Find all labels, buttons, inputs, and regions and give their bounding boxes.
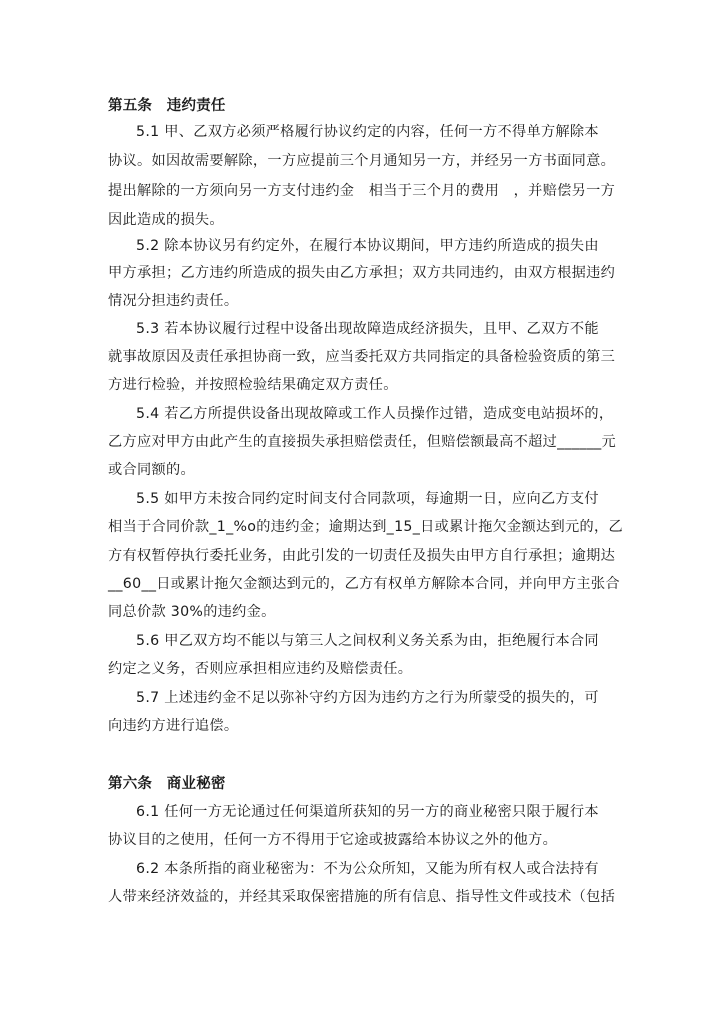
paragraph-line: 5.7 上述违约金不足以弥补守约方因为违约方之行为所蒙受的损失的，可 — [136, 690, 599, 706]
paragraph-line: 就事故原因及责任承担协商一致，应当委托双方共同指定的具备检验资质的第三 — [108, 349, 616, 365]
paragraph-line: 5.4 若乙方所提供设备出现故障或工作人员操作过错，造成变电站损坏的， — [136, 406, 614, 422]
paragraph-line: 5.3 若本协议履行过程中设备出现故障造成经济损失，且甲、乙双方不能 — [136, 321, 599, 337]
paragraph-line: 乙方应对甲方由此产生的直接损失承担赔偿责任，但赔偿额最高不超过______元 — [108, 434, 616, 450]
paragraph-line: 5.5 如甲方未按合同约定时间支付合同款项，每逾期一日，应向乙方支付 — [136, 491, 599, 507]
paragraph-line: 相当于合同价款_1_%o的违约金；逾期达到_15_日或累计拖欠金额达到元的，乙 — [108, 519, 623, 535]
paragraph-line: 向违约方进行追偿。 — [108, 718, 239, 734]
paragraph-line: 情况分担违约责任。 — [108, 293, 239, 309]
paragraph-line: 6.2 本条所指的商业秘密为：不为公众所知，又能为所有权人或合法持有 — [136, 861, 599, 877]
paragraph-line: 6.1 任何一方无论通过任何渠道所获知的另一方的商业秘密只限于履行本 — [136, 804, 599, 820]
paragraph-line: 提出解除的一方须向另一方支付违约金 相当于三个月的费用 ，并赔偿另一方 — [108, 183, 616, 199]
paragraph-line: 协议。如因故需要解除，一方应提前三个月通知另一方，并经另一方书面同意。 — [108, 153, 616, 169]
paragraph-line: 人带来经济效益的，并经其采取保密措施的所有信息、指导性文件或技术（包括 — [108, 889, 616, 905]
paragraph-line: __60__日或累计拖欠金额达到元的，乙方有权单方解除本合同，并向甲方主张合 — [108, 576, 620, 592]
section-heading: 第六条 商业秘密 — [108, 776, 226, 792]
paragraph-line: 同总价款 30%的违约金。 — [108, 604, 276, 620]
paragraph-line: 5.1 甲、乙双方必须严格履行协议约定的内容，任何一方不得单方解除本 — [136, 124, 599, 140]
paragraph-line: 甲方承担；乙方违约所造成的损失由乙方承担；双方共同违约，由双方根据违约 — [108, 265, 616, 281]
section-heading: 第五条 违约责任 — [108, 98, 226, 114]
paragraph-line: 或合同额的。 — [108, 462, 195, 478]
paragraph-line: 协议目的之使用，任何一方不得用于它途或披露给本协议之外的他方。 — [108, 832, 558, 848]
paragraph-line: 5.2 除本协议另有约定外，在履行本协议期间，甲方违约所造成的损失由 — [136, 238, 599, 254]
paragraph-line: 因此造成的损失。 — [108, 212, 224, 228]
paragraph-line: 约定之义务，否则应承担相应违约及赔偿责任。 — [108, 661, 413, 677]
paragraph-line: 方有权暂停执行委托业务，由此引发的一切责任及损失由甲方自行承担；逾期达 — [108, 548, 616, 564]
paragraph-line: 5.6 甲乙双方均不能以与第三人之间权利义务关系为由，拒绝履行本合同 — [136, 633, 599, 649]
paragraph-line: 方进行检验，并按照检验结果确定双方责任。 — [108, 377, 398, 393]
